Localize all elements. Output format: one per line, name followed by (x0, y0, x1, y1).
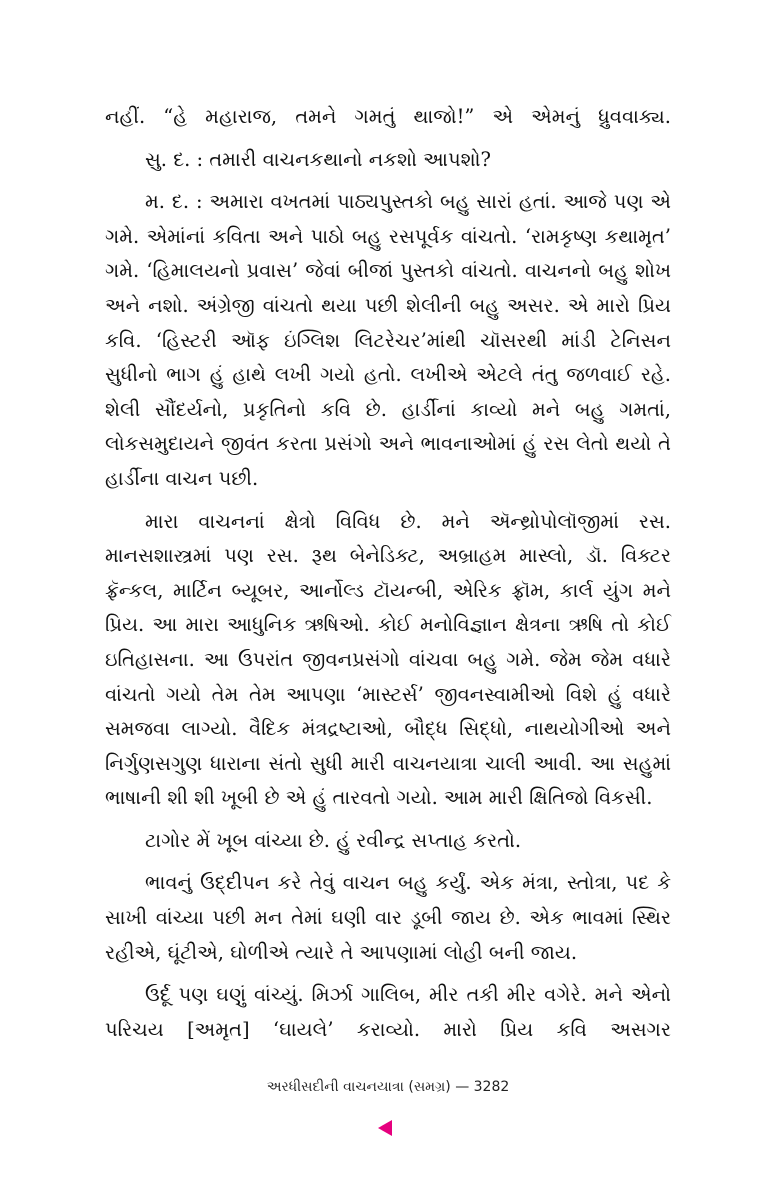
paragraph-urdu: ઉર્દૂ પણ ઘણું વાંચ્યું. મિર્ઝા ગાલિબ, મીર તકી મીર વગેરે. મને એનો પરિચય [અમૃત] ‘ઘાયલે’ કરાવ્યો. મારો પ્રિય કવિ અસગર (105, 983, 671, 1041)
body-text (105, 100, 671, 1055)
paragraph-question: સુ. દ. : તમારી વાચનકથાનો નકશો આપશો? (145, 147, 491, 171)
footer-book-title: અરધીસદીની વાચનયાત્રા (સમગ્ર) (266, 1079, 451, 1095)
paragraph-continuation: નહીં. “હે મહારાજ, તમને ગમતું થાજો!” એ એમનું ધ્રુવવાક્ય. (105, 105, 671, 128)
page-footer (0, 1077, 776, 1097)
footer-separator: — (455, 1079, 470, 1095)
paragraph-reading-fields: મારા વાચનનાં ક્ષેત્રો વિવિધ છે. મને ઍન્થ્રોપોલૉજીમાં રસ. માનસશાસ્ત્રમાં પણ રસ. રૂથ બેનેડિક્ટ, અબ્રાહમ માસ્લો, ડૉ. વિક્ટર ફ્રૅન્કલ, માર્ટિન બ્યૂબર, આર્નોલ્ડ ટૉયન્બી, એરિક ફ્રૉમ, કાર્લ યુંગ મને પ્રિય. આ મારા આધુનિક ઋષિઓ. કોઈ મનોવિજ્ઞાન ક્ષેત્રના ઋષિ તો કોઈ ઇતિહાસના. આ ઉપરાંત જીવનપ્રસંગો વાંચવા બહુ ગમે. જેમ જેમ વધારે વાંચતો ગયો તેમ તેમ આપણા ‘માસ્ટર્સ’ જીવનસ્વામીઓ વિશે હું વધારે સમજવા લાગ્યો. વૈદિક મંત્રદ્રષ્ટાઓ, બૌદ્ધ સિદ્ધો, નાથયોગીઓ અને નિર્ગુણસગુણ ધારાના સંતો સુધી મારી વાચનયાત્રા ચાલી આવી. આ સહુમાં ભાષાની શી શી ખૂબી છે એ હું તારવતો ગયો. આમ મારી ક્ષિતિજો વિકસી. (105, 509, 671, 810)
paragraph-answer-reading-map: મ. દ. : અમારા વખતમાં પાઠ્યપુસ્તકો બહુ સારાં હતાં. આજે પણ એ ગમે. એમાંનાં કવિતા અને પાઠો બહુ રસપૂર્વક વાંચતો. ‘રામકૃષ્ણ કથામૃત’ ગમે. ‘હિમાલયનો પ્રવાસ’ જેવાં બીજાં પુસ્તકો વાંચતો. વાચનનો બહુ શોખ અને નશો. અંગ્રેજી વાંચતો થયા પછી શેલીની બહુ અસર. એ મારો પ્રિય કવિ. ‘હિસ્ટરી ઑફ ઇંગ્લિશ લિટરેચર’માંથી ચૉસરથી માંડી ટેનિસન સુધીનો ભાગ હું હાથે લખી ગયો હતો. લખીએ એટલે તંતુ જળવાઈ રહે. શેલી સૌંદર્યનો, પ્રકૃતિનો કવિ છે. હાર્ડીનાં કાવ્યો મને બહુ ગમતાં, લોકસમુદાયને જીવંત કરતા પ્રસંગો અને ભાવનાઓમાં હું રસ લેતો થયો તે હાર્ડીના વાચન પછી. (105, 190, 671, 490)
paragraph-bhav-reading: ભાવનું ઉદ્દીપન કરે તેવું વાચન બહુ કર્યું. એક મંત્રા, સ્તોત્રા, પદ કે સાખી વાંચ્યા પછી મન તેમાં ઘણી વાર ડૂબી જાય છે. એક ભાવમાં સ્થિર રહીએ, ઘૂંટીએ, ઘોળીએ ત્યારે તે આપણામાં લોહી બની જાય. (105, 871, 671, 964)
paragraph-tagore: ટાગોર મેં ખૂબ વાંચ્યા છે. હું રવીન્દ્ર સપ્તાહ કરતો. (145, 828, 522, 852)
previous-page-arrow-icon[interactable] (378, 1120, 392, 1136)
footer-page-number: 3282 (473, 1079, 510, 1095)
